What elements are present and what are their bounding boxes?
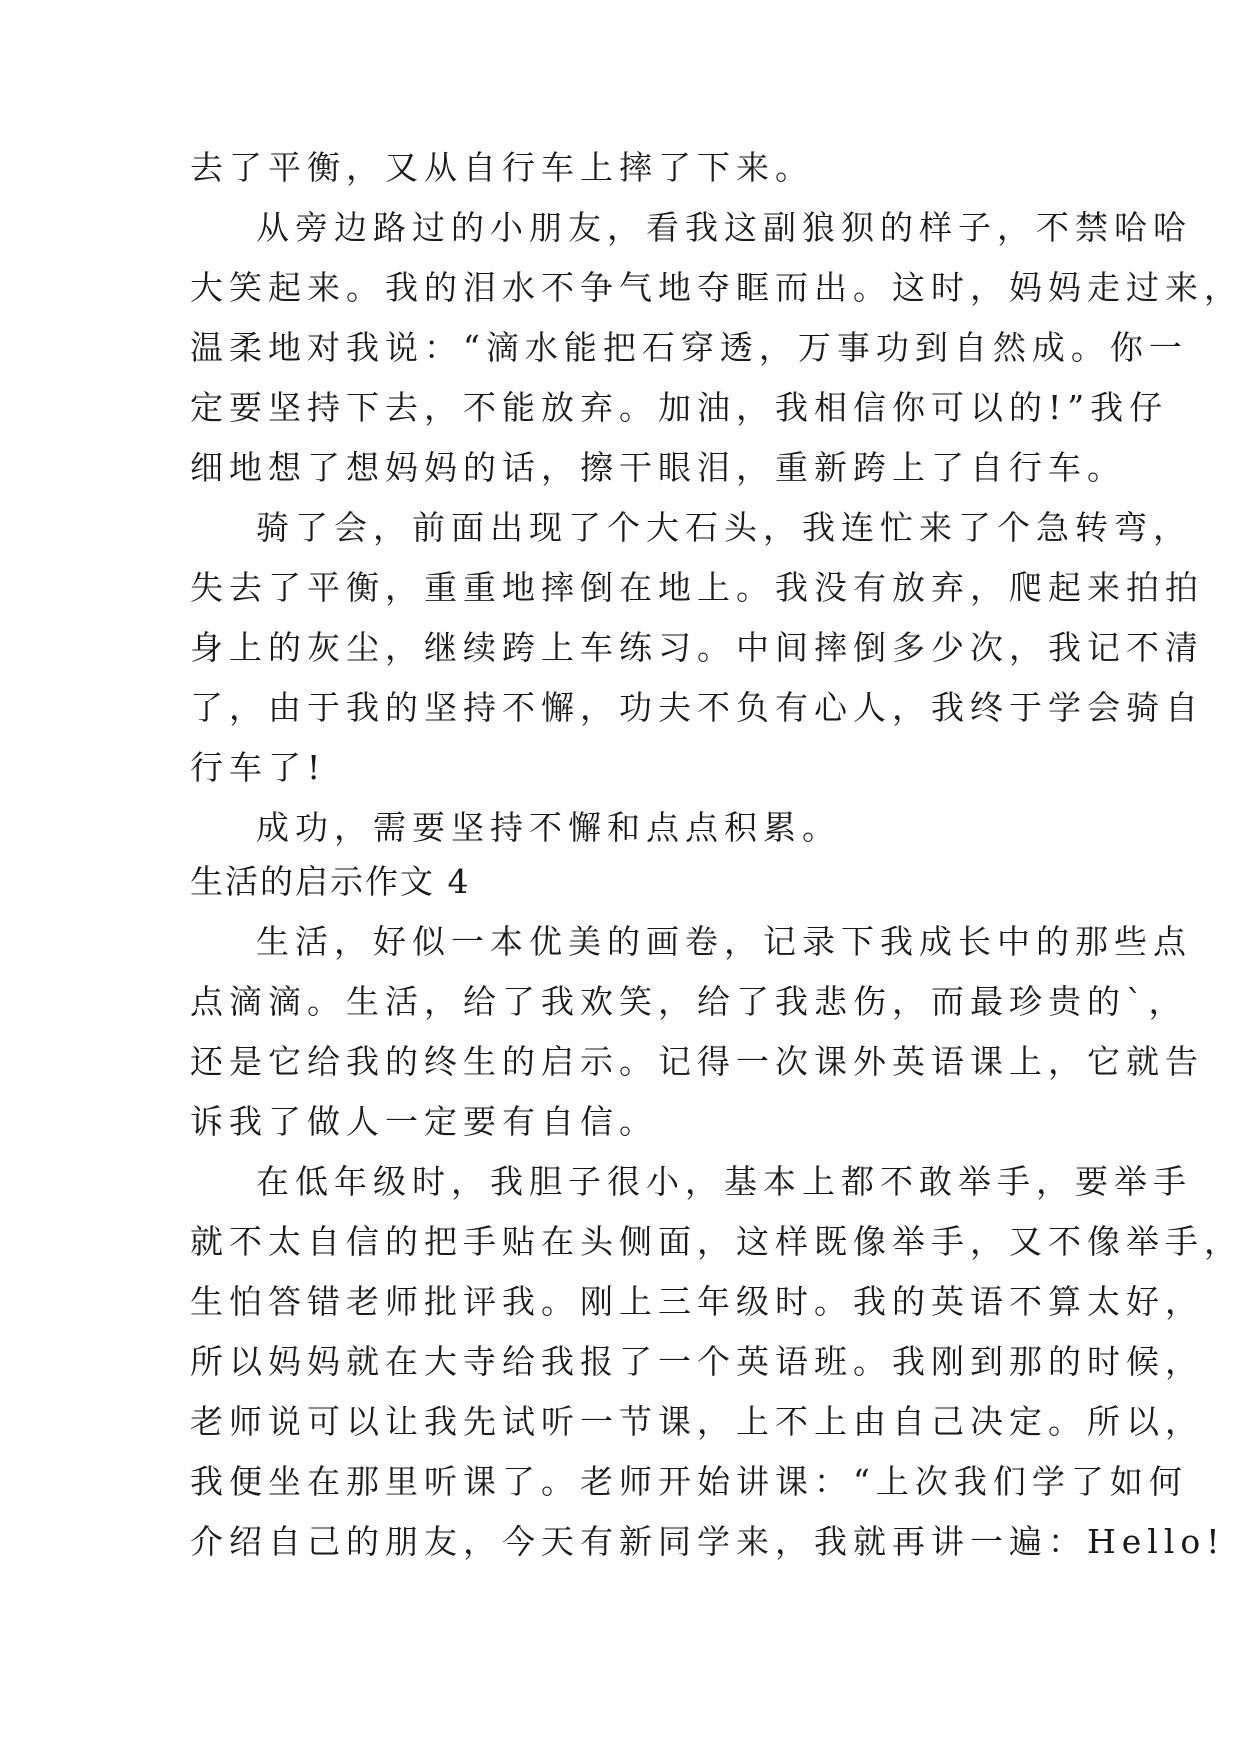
text-line: 还是它给我的终生的启示。记得一次课外英语课上，它就告 bbox=[190, 1042, 1204, 1081]
text-line: 点滴滴。生活，给了我欢笑，给了我悲伤，而最珍贵的`， bbox=[190, 982, 1188, 1021]
text-line: 温柔地对我说：“滴水能把石穿透，万事功到自然成。你一 bbox=[190, 328, 1188, 367]
text-line: 细地想了想妈妈的话，擦干眼泪，重新跨上了自行车。 bbox=[190, 448, 1126, 487]
text-line: 大笑起来。我的泪水不争气地夺眶而出。这时，妈妈走过来， bbox=[190, 268, 1243, 307]
text-line: 诉我了做人一定要有自信。 bbox=[190, 1102, 658, 1141]
text-line: 老师说可以让我先试听一节课，上不上由自己决定。所以， bbox=[190, 1402, 1204, 1441]
text-line: 去了平衡，又从自行车上摔了下来。 bbox=[190, 148, 814, 187]
text-line: 行车了! bbox=[190, 748, 327, 787]
paragraph-first-line: 从旁边路过的小朋友，看我这副狼狈的样子，不禁哈哈 bbox=[256, 208, 1192, 247]
paragraph-first-line: 在低年级时，我胆子很小，基本上都不敢举手，要举手 bbox=[256, 1162, 1192, 1201]
section-heading: 生活的启示作文 4 bbox=[190, 862, 471, 901]
text-line: 介绍自己的朋友，今天有新同学来，我就再讲一遍：Hello! bbox=[190, 1522, 1226, 1561]
text-line: 失去了平衡，重重地摔倒在地上。我没有放弃，爬起来拍拍 bbox=[190, 568, 1204, 607]
text-line: 我便坐在那里听课了。老师开始讲课：“上次我们学了如何 bbox=[190, 1462, 1188, 1501]
text-line: 生怕答错老师批评我。刚上三年级时。我的英语不算太好， bbox=[190, 1282, 1204, 1321]
text-line: 所以妈妈就在大寺给我报了一个英语班。我刚到那的时候， bbox=[190, 1342, 1204, 1381]
paragraph-first-line: 骑了会，前面出现了个大石头，我连忙来了个急转弯， bbox=[256, 508, 1192, 547]
text-line: 了，由于我的坚持不懈，功夫不负有心人，我终于学会骑自 bbox=[190, 688, 1204, 727]
paragraph-first-line: 成功，需要坚持不懈和点点积累。 bbox=[256, 808, 841, 847]
paragraph-first-line: 生活，好似一本优美的画卷，记录下我成长中的那些点 bbox=[256, 922, 1192, 961]
text-line: 身上的灰尘，继续跨上车练习。中间摔倒多少次，我记不清 bbox=[190, 628, 1204, 667]
text-line: 定要坚持下去，不能放弃。加油，我相信你可以的!”我仔 bbox=[190, 388, 1169, 427]
text-line: 就不太自信的把手贴在头侧面，这样既像举手，又不像举手， bbox=[190, 1222, 1243, 1261]
